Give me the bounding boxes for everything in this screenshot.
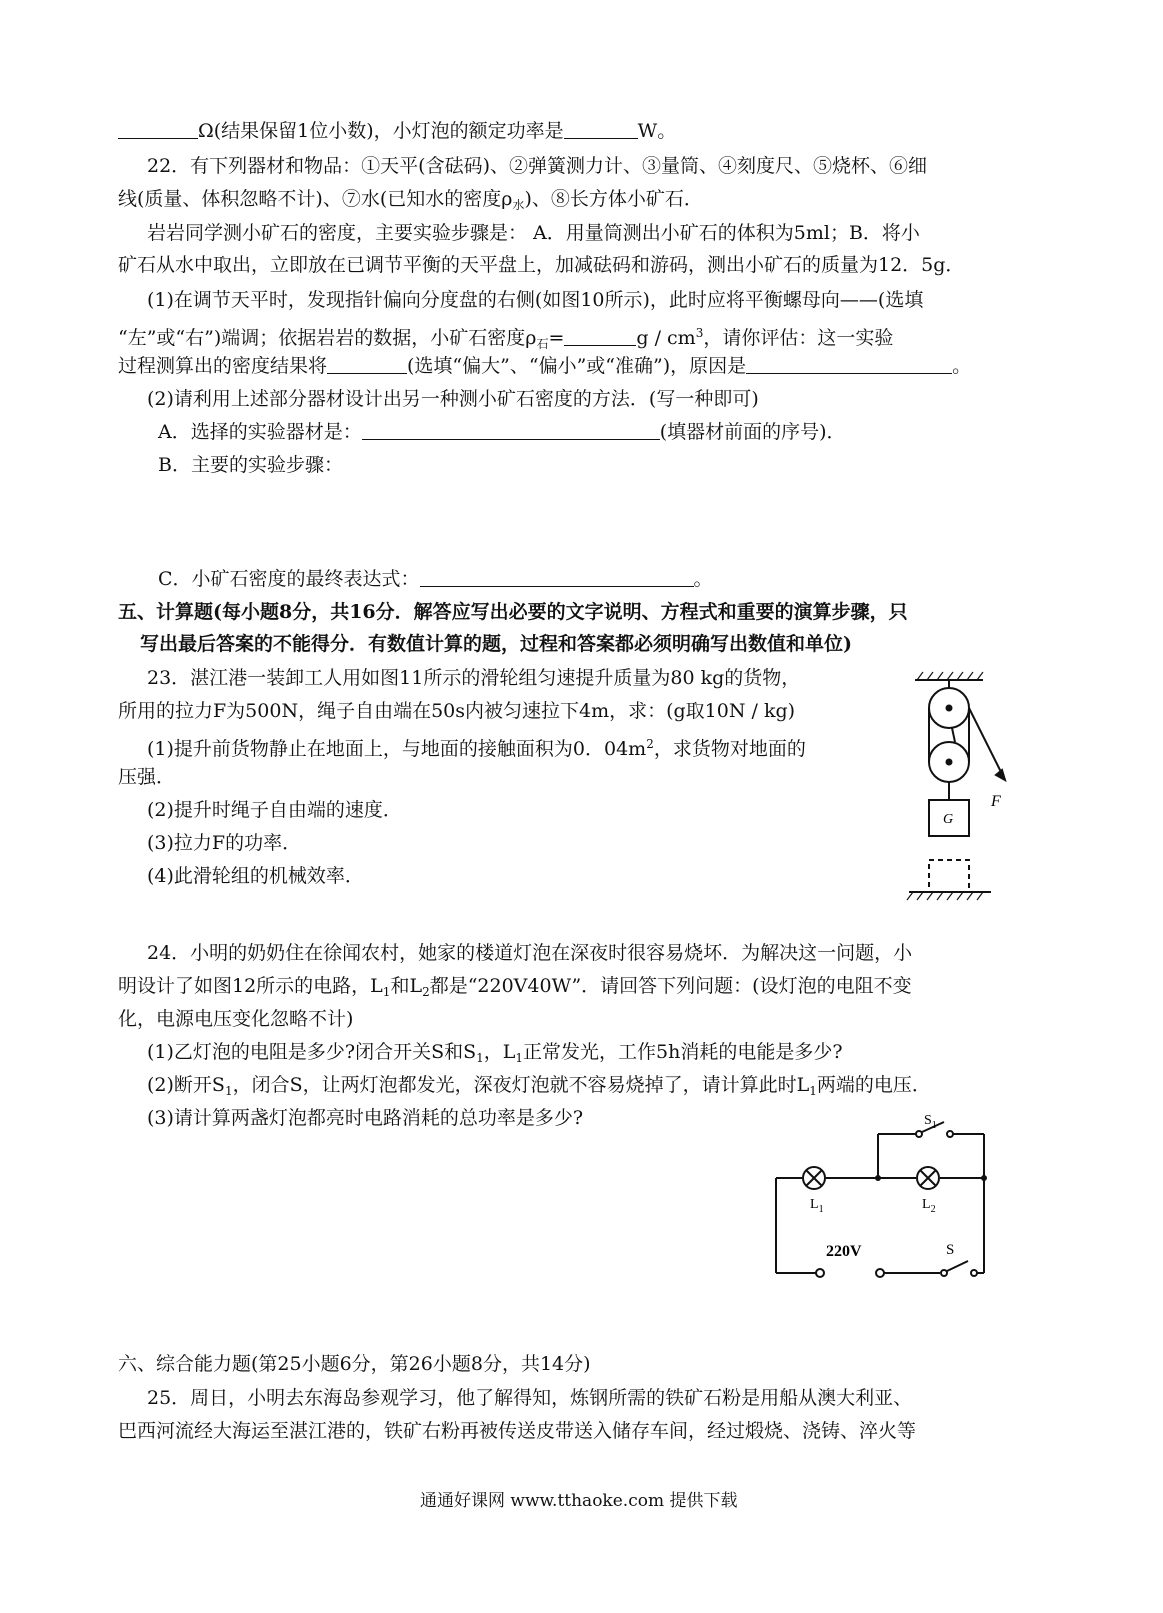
svg-text:L1: $L_1$ xyxy=(810,1197,824,1215)
q23-line4: 压强． xyxy=(118,766,176,788)
q24-line3: 化，电源电压变化忽略不计) xyxy=(118,1008,354,1030)
cargo-initial-position xyxy=(929,860,969,892)
q25-line2: 巴西河流经大海运至湛江港的，铁矿右粉再被传送皮带送入储存车间，经过煅烧、浇铸、淬火等 xyxy=(118,1420,917,1442)
q24-line5: (2)断开$S_1$，闭合S，让两灯泡都发光，深夜灯泡就不容易烧掉了，请计算此时$L_1$两端的电压． xyxy=(147,1074,931,1098)
q22-c-line: C．小矿石密度的最终表达式： 。 xyxy=(158,568,713,590)
ceiling-hatch xyxy=(917,672,983,680)
section5-heading-2: 写出最后答案的不能得分．有数值计算的题，过程和答案都必须明确写出数值和单位) xyxy=(140,633,852,655)
weight-label: G xyxy=(943,812,954,827)
q23-line6: (3)拉力F的功率． xyxy=(147,832,302,854)
voltage-label: 220V xyxy=(826,1243,862,1260)
q23-line5: (2)提升时绳子自由端的速度． xyxy=(147,799,402,821)
q22-part1-line3: 过程测算出的密度结果将 (选填“偏大”、“偏小”或“准确”)，原因是 。 xyxy=(118,355,972,377)
source-terminal-left xyxy=(816,1269,824,1277)
q23-line7: (4)此滑轮组的机械效率． xyxy=(147,865,364,887)
q22-part1-line1: (1)在调节天平时，发现指针偏向分度盘的右侧(如图10所示)，此时应将平衡螺母向——(选填 xyxy=(147,289,924,311)
q22-steps-2: 矿石从水中取出，立即放在已调节平衡的天平盘上，加减砝码和游码，测出小矿石的质量为12．5g． xyxy=(118,254,965,276)
lamp-L2-label: L xyxy=(922,1197,931,1212)
switch-S-label: S xyxy=(946,1242,955,1258)
svg-text:S1: $S_1$ xyxy=(924,1113,937,1131)
answer-blank[interactable] xyxy=(420,568,694,587)
q24-line2: 明设计了如图12所示的电路，$L_1$和$L_2$都是“220V40W”．请回答下列问题：(设灯泡的电阻不变 xyxy=(118,975,912,999)
q24-line6: (3)请计算两盏灯泡都亮时电路消耗的总功率是多少? xyxy=(147,1107,584,1129)
answer-blank[interactable] xyxy=(746,355,952,374)
section6-heading: 六、综合能力题(第25小题6分，第26小题8分，共14分) xyxy=(118,1353,591,1375)
answer-blank[interactable] xyxy=(564,327,636,346)
q22-part2: (2)请利用上述部分器材设计出另一种测小矿石密度的方法．(写一种即可) xyxy=(147,388,759,410)
q22-a-line: A．选择的实验器材是： (填器材前面的序号)． xyxy=(158,421,846,443)
q24-line4: (1)乙灯泡的电阻是多少?闭合开关S和$S_1$，$L_1$正常发光，工作5h消耗的电能是多少? xyxy=(147,1041,843,1065)
q23-line3: (1)提升前货物静止在地面上，与地面的接触面积为0．$04m^2$，求货物对地面的 xyxy=(147,737,806,760)
q22-part1-line2: “左”或“右”)端调；依据岩岩的数据，小矿石密度$\rho_石= g / cm^3$，请你评估：这一实验 xyxy=(118,326,894,351)
switch-S1-label: S xyxy=(924,1113,932,1128)
q22-steps-1: 岩岩同学测小矿石的密度，主要实验步骤是： A．用量筒测出小矿石的体积为5ml；B．将小 xyxy=(147,222,920,244)
lamp-L1-label: L xyxy=(810,1197,819,1212)
source-terminal-right xyxy=(876,1269,884,1277)
circuit-figure xyxy=(770,1110,1020,1280)
q21-tail-line: Ω(结果保留1位小数)，小灯泡的额定功率是 W。 xyxy=(118,118,676,144)
switch-S-blade xyxy=(947,1261,968,1271)
section5-heading-1: 五、计算题(每小题8分，共16分．解答应写出必要的文字说明、方程式和重要的演算步骤，只 xyxy=(118,601,908,623)
svg-text:L2: $L_2$ xyxy=(922,1197,936,1215)
q23-line1: 23．湛江港一装卸工人用如图11所示的滑轮组匀速提升质量为80 kg的货物， xyxy=(147,667,801,689)
q22-b-line: B．主要的实验步骤： xyxy=(158,454,343,476)
q22-intro-2: 线(质量、体积忽略不计)、⑦水(已知水的密度$\rho_水$)、⑧长方体小矿石． xyxy=(118,188,703,212)
answer-blank[interactable] xyxy=(327,355,407,374)
q25-line1: 25．周日，小明去东海岛参观学习，他了解得知，炼钢所需的铁矿石粉是用船从澳大利亚、 xyxy=(147,1387,913,1409)
pulley-figure xyxy=(895,660,1015,910)
page-footer: 通通好课网 www.tthaoke.com 提供下载 xyxy=(420,1491,738,1511)
q22-intro-1: 22．有下列器材和物品：①天平(含砝码)、②弹簧测力计、③量筒、④刻度尺、⑤烧杯、⑥细 xyxy=(147,155,928,177)
q24-line1: 24．小明的奶奶住在徐闻农村，她家的楼道灯泡在深夜时很容易烧坏．为解决这一问题，小 xyxy=(147,942,913,964)
q23-line2: 所用的拉力F为500N，绳子自由端在50s内被匀速拉下4m，求：(g取10N / kg) xyxy=(118,700,796,722)
answer-blank[interactable] xyxy=(362,421,660,440)
force-label: F xyxy=(991,793,1001,810)
answer-blank[interactable] xyxy=(564,120,638,139)
ground-hatch xyxy=(907,892,983,900)
rope-free-end xyxy=(969,708,1005,780)
answer-blank[interactable] xyxy=(118,120,198,139)
